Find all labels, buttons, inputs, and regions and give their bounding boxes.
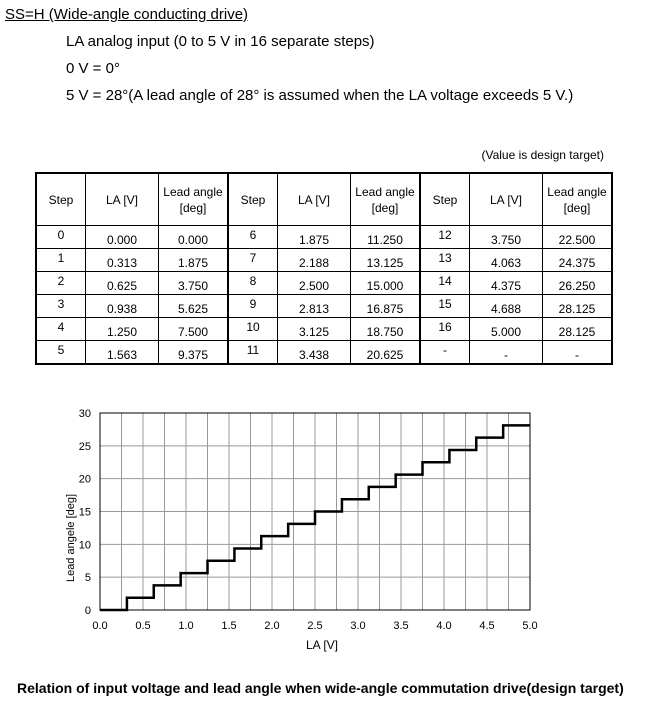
step-cell: 15 (420, 295, 470, 318)
header-la: LA [V] (470, 173, 543, 226)
lead-angle-cell: 0.000 (159, 226, 229, 249)
five-volt-mapping: 5 V = 28°(A lead angle of 28° is assumed when the LA voltage exceeds 5 V.) (66, 87, 574, 104)
la-cell: 3.438 (278, 341, 351, 365)
step-cell: 10 (228, 318, 278, 341)
lead-angle-cell: 28.125 (543, 295, 613, 318)
x-tick-label: 0.0 (92, 620, 108, 632)
step-cell: 5 (36, 341, 86, 365)
la-cell: 2.188 (278, 249, 351, 272)
section-heading: SS=H (Wide-angle conducting drive) (5, 6, 249, 23)
x-tick-label: 3.5 (393, 620, 409, 632)
lead-angle-cell: 15.000 (351, 272, 421, 295)
lead-angle-cell: 11.250 (351, 226, 421, 249)
step-cell: 7 (228, 249, 278, 272)
step-cell: 6 (228, 226, 278, 249)
header-step: Step (36, 173, 86, 226)
header-step: Step (228, 173, 278, 226)
la-cell: 0.625 (86, 272, 159, 295)
la-cell: 2.500 (278, 272, 351, 295)
lead-angle-cell: 13.125 (351, 249, 421, 272)
la-cell: 0.938 (86, 295, 159, 318)
x-tick-label: 2.0 (264, 620, 280, 632)
y-tick-label: 25 (78, 440, 91, 453)
la-cell: - (470, 341, 543, 365)
lead-angle-cell: 3.750 (159, 272, 229, 295)
x-tick-label: 1.5 (221, 620, 237, 632)
y-tick-label: 15 (78, 506, 91, 519)
la-cell: 4.063 (470, 249, 543, 272)
x-tick-label: 3.0 (350, 620, 366, 632)
step-cell: 0 (36, 226, 86, 249)
lead-angle-cell: 24.375 (543, 249, 613, 272)
table-row (36, 318, 612, 341)
lead-angle-cell: 16.875 (351, 295, 421, 318)
lead-angle-cell: - (543, 341, 613, 365)
y-tick-label: 5 (84, 572, 91, 585)
la-cell: 2.813 (278, 295, 351, 318)
table-row (36, 226, 612, 249)
step-cell: - (420, 341, 470, 365)
x-tick-label: 5.0 (522, 620, 538, 632)
la-cell: 0.313 (86, 249, 159, 272)
y-tick-label: 10 (78, 539, 91, 552)
x-tick-label: 2.5 (307, 620, 323, 632)
step-cell: 13 (420, 249, 470, 272)
step-cell: 3 (36, 295, 86, 318)
step-cell: 1 (36, 249, 86, 272)
x-tick-label: 1.0 (178, 620, 194, 632)
x-tick-label: 4.5 (479, 620, 495, 632)
table-row (36, 249, 612, 272)
design-target-note: (Value is design target) (481, 148, 604, 162)
step-cell: 9 (228, 295, 278, 318)
la-cell: 4.688 (470, 295, 543, 318)
lead-angle-cell: 18.750 (351, 318, 421, 341)
zero-volt-mapping: 0 V = 0° (66, 60, 120, 77)
chart-caption: Relation of input voltage and lead angle when wide-angle commutation drive(design target) (17, 680, 624, 696)
header-lead-angle: Lead angle [deg] (351, 173, 421, 226)
lead-angle-cell: 28.125 (543, 318, 613, 341)
y-axis-label: Lead angele [deg] (65, 493, 77, 583)
lead-angle-cell: 26.250 (543, 272, 613, 295)
lead-angle-cell: 5.625 (159, 295, 229, 318)
la-cell: 1.563 (86, 341, 159, 365)
header-lead-angle: Lead angle [deg] (159, 173, 229, 226)
step-cell: 14 (420, 272, 470, 295)
x-tick-label: 4.0 (436, 620, 452, 632)
table-row (36, 295, 612, 318)
la-input-description: LA analog input (0 to 5 V in 16 separate steps) (66, 33, 375, 50)
la-cell: 1.250 (86, 318, 159, 341)
x-tick-label: 0.5 (135, 620, 151, 632)
step-cell: 8 (228, 272, 278, 295)
la-cell: 4.375 (470, 272, 543, 295)
y-tick-label: 30 (78, 408, 91, 420)
la-cell: 0.000 (86, 226, 159, 249)
la-cell: 5.000 (470, 318, 543, 341)
y-tick-label: 0 (84, 605, 91, 617)
lead-angle-table (35, 172, 613, 365)
lead-angle-cell: 1.875 (159, 249, 229, 272)
step-cell: 2 (36, 272, 86, 295)
header-step: Step (420, 173, 470, 226)
step-cell: 4 (36, 318, 86, 341)
step-cell: 16 (420, 318, 470, 341)
table-header-row (36, 173, 612, 226)
table-row (36, 272, 612, 295)
la-cell: 3.750 (470, 226, 543, 249)
lead-angle-cell: 22.500 (543, 226, 613, 249)
la-cell: 1.875 (278, 226, 351, 249)
table-row (36, 341, 612, 365)
lead-angle-chart (0, 400, 658, 656)
la-cell: 3.125 (278, 318, 351, 341)
x-axis-label: LA [V] (305, 638, 339, 652)
lead-angle-cell: 7.500 (159, 318, 229, 341)
step-cell: 11 (228, 341, 278, 365)
lead-angle-cell: 9.375 (159, 341, 229, 365)
step-cell: 12 (420, 226, 470, 249)
header-la: LA [V] (278, 173, 351, 226)
y-tick-label: 20 (78, 473, 91, 486)
header-la: LA [V] (86, 173, 159, 226)
header-lead-angle: Lead angle [deg] (543, 173, 613, 226)
lead-angle-cell: 20.625 (351, 341, 421, 365)
